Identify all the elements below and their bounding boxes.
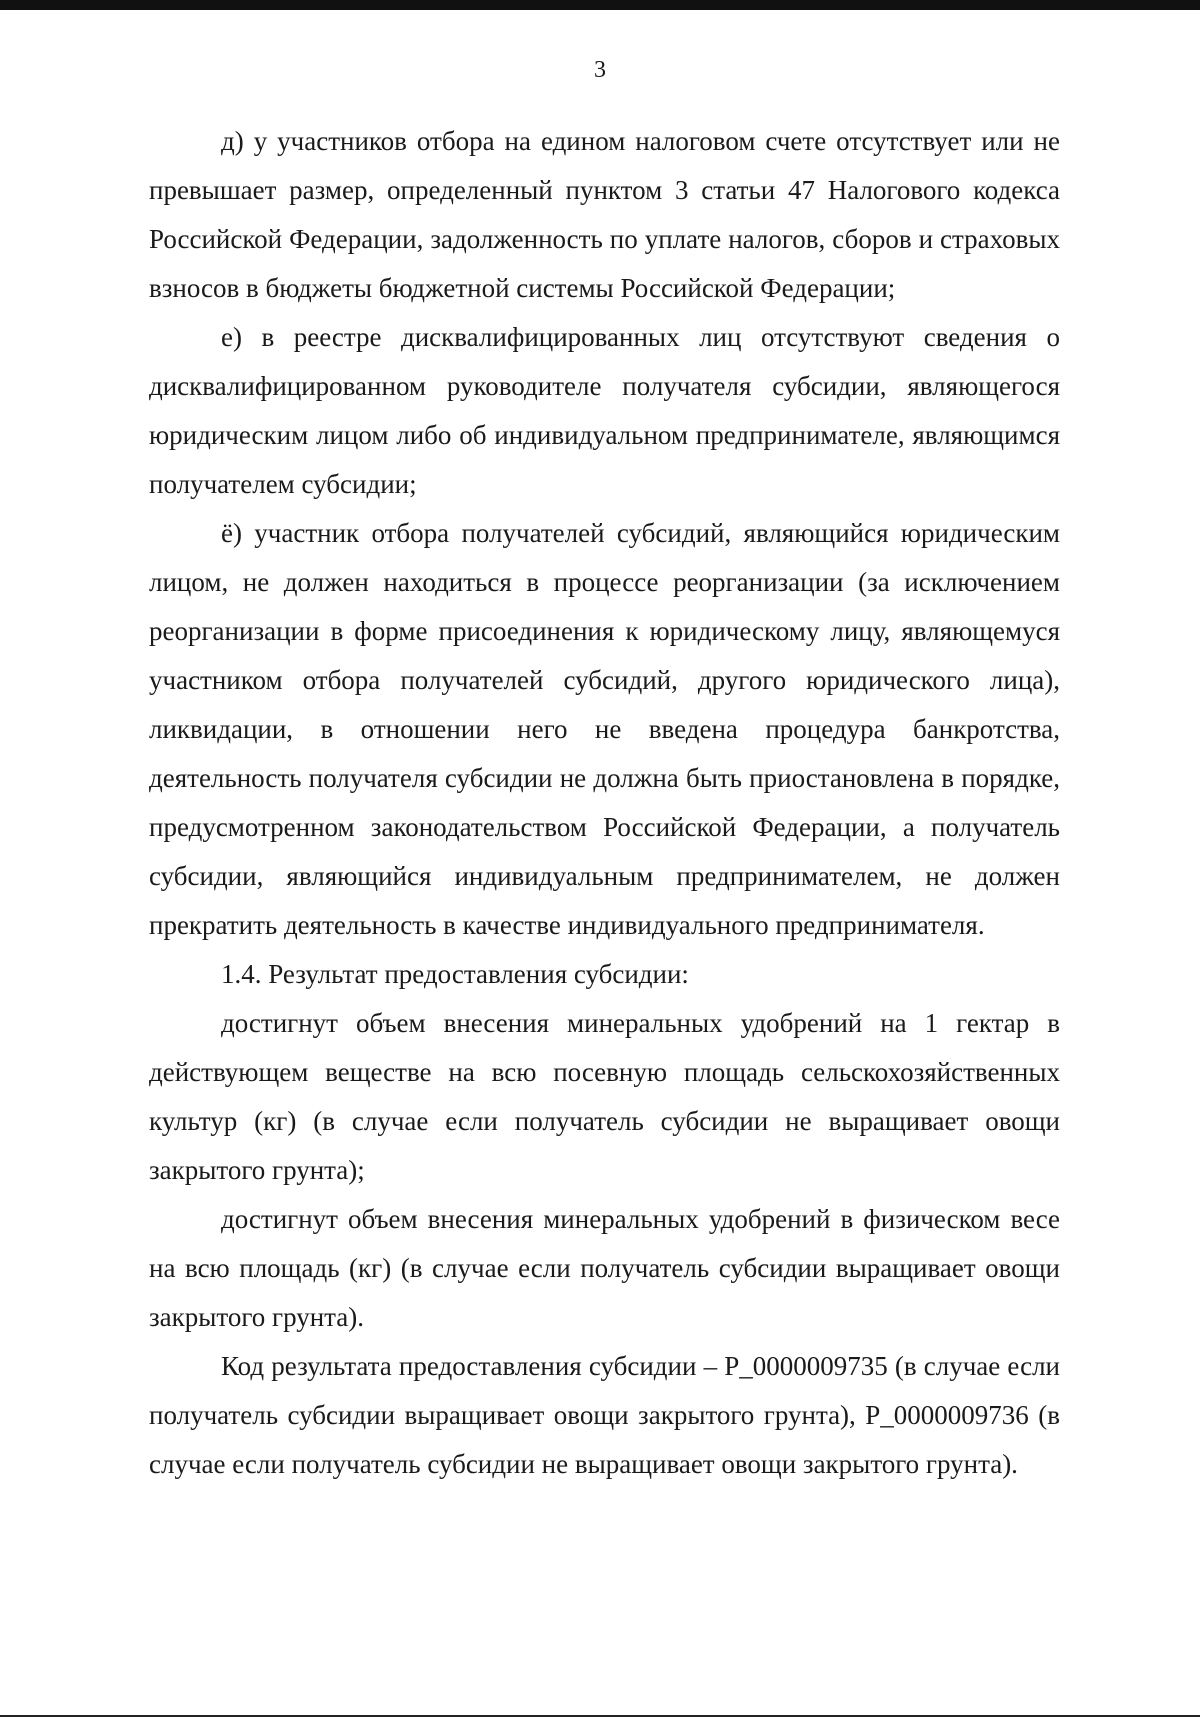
result-fertilizer-active-substance: достигнут объем внесения минеральных удобрений на 1 гектар в действующем веществе на всю посевную площадь сельскохозяйственных культур (кг) (в случае если получатель субсидии не выращивает овощи закрытого грунта); (149, 1008, 1060, 1185)
scan-top-border (0, 0, 1200, 10)
paragraph-d-tax-debt: д) у участников отбора на едином налоговом счете отсутствует или не превышает размер, определенный пунктом 3 статьи 47 Налогового кодекса Российской Федерации, задолженность по уплате налогов, сборов и страховых взносов в бюджеты бюджетной системы Российской Федерации; (149, 126, 1060, 303)
section-1-4-heading: 1.4. Результат предоставления субсидии: (221, 959, 689, 989)
result-codes-paragraph: Код результата предоставления субсидии – P_0000009735 (в случае если получатель субсидии выращивает овощи закрытого грунта), P_0000009736 (в случае если получатель субсидии не выращивает овощи закрытого грунта). (149, 1351, 1060, 1479)
scan-bottom-border (0, 1715, 1200, 1717)
document-body (149, 117, 1060, 1489)
paragraph-e-disqualified-persons: е) в реестре дисквалифицированных лиц отсутствуют сведения о дисквалифицированном руководителе получателя субсидии, являющегося юридическим лицом либо об индивидуальном предпринимателе, являющимся получателем субсидии; (149, 322, 1060, 499)
paragraph-yo-reorganization: ё) участник отбора получателей субсидий, являющийся юридическим лицом, не должен находиться в процессе реорганизации (за исключением реорганизации в форме присоединения к юридическому лицу, являющемуся участником отбора получателей субсидий, другого юридического лица), ликвидации, в отношении него не введена процедура банкротства, деятельность получателя субсидии не должна быть приостановлена в порядке, предусмотренном законодательством Российской Федерации, а получатель субсидии, являющийся индивидуальным предпринимателем, не должен прекратить деятельность в качестве индивидуального предпринимателя. (149, 518, 1060, 940)
result-fertilizer-physical-weight: достигнут объем внесения минеральных удобрений в физическом весе на всю площадь (кг) (в случае если получатель субсидии выращивает овощи закрытого грунта). (149, 1204, 1060, 1332)
page-number: 3 (594, 57, 606, 83)
